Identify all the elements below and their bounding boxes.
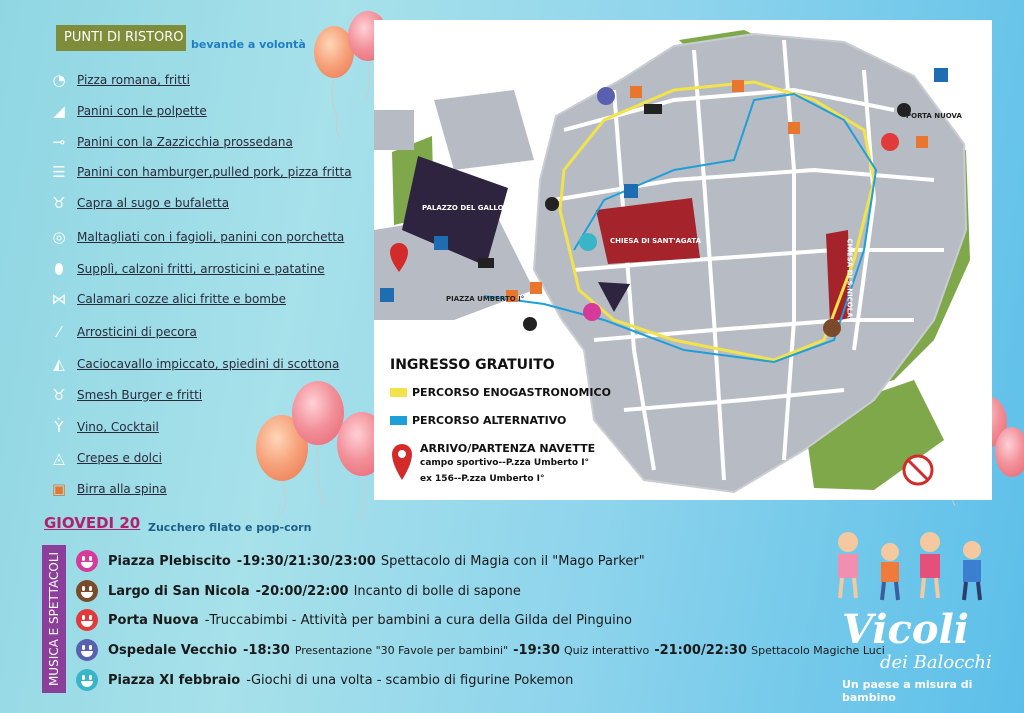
fish-icon: ⋈ xyxy=(51,290,67,308)
skewer-icon: ⁄ xyxy=(57,323,61,341)
shuttle-line: campo sportivo--P.zza Umberto I° xyxy=(420,458,590,468)
legend-label[interactable]: Vino, Cocktail xyxy=(77,420,159,434)
vertical-label: MUSICA E SPETTACOLI xyxy=(47,551,61,687)
burger-icon: ☰ xyxy=(52,163,66,181)
chiesa-nicola-label: CHIESA DI S.NICOLA xyxy=(845,238,854,318)
legend-item xyxy=(48,320,197,344)
croquette-icon: ⬮ xyxy=(54,260,64,278)
kid-figure xyxy=(838,532,858,598)
smiley-icon xyxy=(76,669,98,691)
route-legend-alt xyxy=(390,414,566,427)
smiley-marker xyxy=(583,303,601,321)
legend-item xyxy=(48,383,202,407)
legend-label[interactable]: Arrosticini di pecora xyxy=(77,325,197,339)
event-time: 19:30/21:30/23:00 xyxy=(242,553,376,569)
wine-glass-icon: Ỳ xyxy=(54,418,64,436)
tagline: Un paese a misura di bambino xyxy=(842,678,973,704)
balloon-group-mid xyxy=(256,381,387,520)
district-block xyxy=(374,110,414,150)
event-place: Ospedale Vecchio xyxy=(108,642,238,658)
event-desc: Incanto di bolle di sapone xyxy=(353,583,521,599)
event-row: Ospedale Vecchio - 18:30 Presentazione "30 Favole per bambini" - 19:30 Quiz interattivo - 21:00/22:30 Spettacolo Magiche Luci xyxy=(76,637,885,663)
smiley-icon xyxy=(76,550,98,572)
legend-item xyxy=(48,225,344,249)
legend-item xyxy=(48,130,293,154)
legend-label[interactable]: Pizza romana, fritti xyxy=(77,73,190,87)
smiley-marker xyxy=(823,319,841,337)
smiley-marker xyxy=(579,233,597,251)
kid-figure xyxy=(963,541,981,600)
district-block xyxy=(434,90,534,170)
entry-title: INGRESSO GRATUITO xyxy=(390,357,555,373)
event-row: Piazza Plebiscito - 19:30/21:30/23:00 Spettacolo di Magia con il "Mago Parker" xyxy=(76,548,645,574)
smiley-marker xyxy=(881,133,899,151)
kid-figure xyxy=(920,532,940,598)
cheese-icon: ◭ xyxy=(53,355,65,373)
kids-illustration xyxy=(826,528,996,608)
event-place: Piazza Plebiscito xyxy=(108,553,231,569)
day-subtitle: Zucchero filato e pop-corn xyxy=(148,521,312,534)
event-desc: Spettacolo di Magia con il "Mago Parker" xyxy=(380,553,645,569)
day-title: GIOVEDI 20 xyxy=(44,514,141,532)
kid-figure xyxy=(881,543,899,600)
beer-mug-icon: ▣ xyxy=(51,480,67,498)
legend-item xyxy=(48,415,159,439)
route-swatch xyxy=(390,416,407,425)
smiley-icon xyxy=(76,609,98,631)
legend-label[interactable]: Calamari cozze alici fritte e bombe xyxy=(77,292,286,306)
event-row: Largo di San Nicola - 20:00/22:00 Incanto di bolle di sapone xyxy=(76,578,521,604)
event-row: Piazza XI febbraio - Giochi di una volta - scambio di figurine Pokemon xyxy=(76,667,573,693)
shuttle-line: ex 156--P.zza Umberto I° xyxy=(420,474,545,484)
legend-label[interactable]: Caciocavallo impiccato, spiedini di scottona xyxy=(77,357,340,371)
smiley-icon xyxy=(76,639,98,661)
smiley-marker xyxy=(597,87,615,105)
legend-label[interactable]: Maltagliati con i fagioli, panini con porchetta xyxy=(77,230,345,244)
event-row: Porta Nuova - Truccabimbi - Attività per bambini a cura della Gilda del Pinguino xyxy=(76,607,632,633)
event-time: 20:00/22:00 xyxy=(261,583,349,599)
map-pin-icon xyxy=(390,442,414,482)
legend-item xyxy=(48,287,286,311)
chiesa-agata-label: CHIESA DI SANT'AGATA xyxy=(610,237,702,245)
event-time-2: 19:30 xyxy=(518,642,560,658)
palazzo-label: PALAZZO DEL GALLO xyxy=(422,204,504,212)
event-time: 18:30 xyxy=(248,642,290,658)
cow-icon: ♉ xyxy=(52,386,66,404)
legend-item xyxy=(48,99,207,123)
route-legend-gastro xyxy=(390,386,611,399)
legend-label[interactable]: Panini con le polpette xyxy=(77,104,207,118)
event-desc-2: Quiz interattivo xyxy=(563,643,650,657)
sandwich-icon: ◢ xyxy=(53,102,65,120)
legend-item xyxy=(48,68,190,92)
goat-icon: ♉ xyxy=(52,194,66,212)
crepe-icon: ◬ xyxy=(53,449,65,467)
pizza-icon: ◔ xyxy=(52,71,66,89)
section-title: PUNTI DI RISTORO xyxy=(56,25,186,51)
legend-label[interactable]: Supplì, calzoni fritti, arrosticini e patatine xyxy=(77,262,325,276)
smiley-icon xyxy=(76,580,98,602)
legend-label[interactable]: Smesh Burger e fritti xyxy=(77,388,203,402)
shuttle-title: ARRIVO/PARTENZA NAVETTE xyxy=(420,442,596,455)
event-time-3: 21:00/22:30 xyxy=(659,642,748,658)
legend-label[interactable]: Panini con hamburger,pulled pork, pizza fritta xyxy=(77,165,352,179)
event-desc: Presentazione "30 Favole per bambini" xyxy=(294,643,509,657)
event-desc: Truccabimbi - Attività per bambini a cura della Gilda del Pinguino xyxy=(209,612,632,628)
map-drawing xyxy=(374,20,992,500)
legend-item xyxy=(48,191,229,215)
section-subtitle: bevande a volontà xyxy=(191,38,306,51)
event-place: Piazza XI febbraio xyxy=(108,672,241,688)
event-place: Largo di San Nicola xyxy=(108,583,250,599)
legend-item xyxy=(48,477,167,501)
legend-label[interactable]: Birra alla spina xyxy=(77,482,167,496)
piazza-label: PIAZZA UMBERTO I° xyxy=(446,295,525,303)
legend-label[interactable]: Capra al sugo e bufaletta xyxy=(77,196,230,210)
legend-label[interactable]: Crepes e dolci xyxy=(77,451,162,465)
route-swatch xyxy=(390,388,407,397)
route-label: PERCORSO ENOGASTRONOMICO xyxy=(412,386,611,399)
legend-item xyxy=(48,160,352,184)
legend-item xyxy=(48,257,325,281)
vertical-tag xyxy=(42,545,66,693)
event-desc: Giochi di una volta - scambio di figurine Pokemon xyxy=(250,672,574,688)
legend-label[interactable]: Panini con la Zazzicchia prossedana xyxy=(77,135,293,149)
legend-item xyxy=(48,352,339,376)
town-map xyxy=(374,20,992,500)
event-place: Porta Nuova xyxy=(108,612,199,628)
sausage-icon: ⊸ xyxy=(52,133,66,151)
logo-subtitle: dei Balocchi xyxy=(880,652,992,673)
route-label: PERCORSO ALTERNATIVO xyxy=(412,414,567,427)
logo-title: Vicoli xyxy=(842,606,969,653)
event-desc-3: Spettacolo Magiche Luci xyxy=(751,643,885,657)
legend-item xyxy=(48,446,162,470)
porta-label: PORTA NUOVA xyxy=(906,112,962,120)
plate-icon: ◎ xyxy=(52,228,66,246)
